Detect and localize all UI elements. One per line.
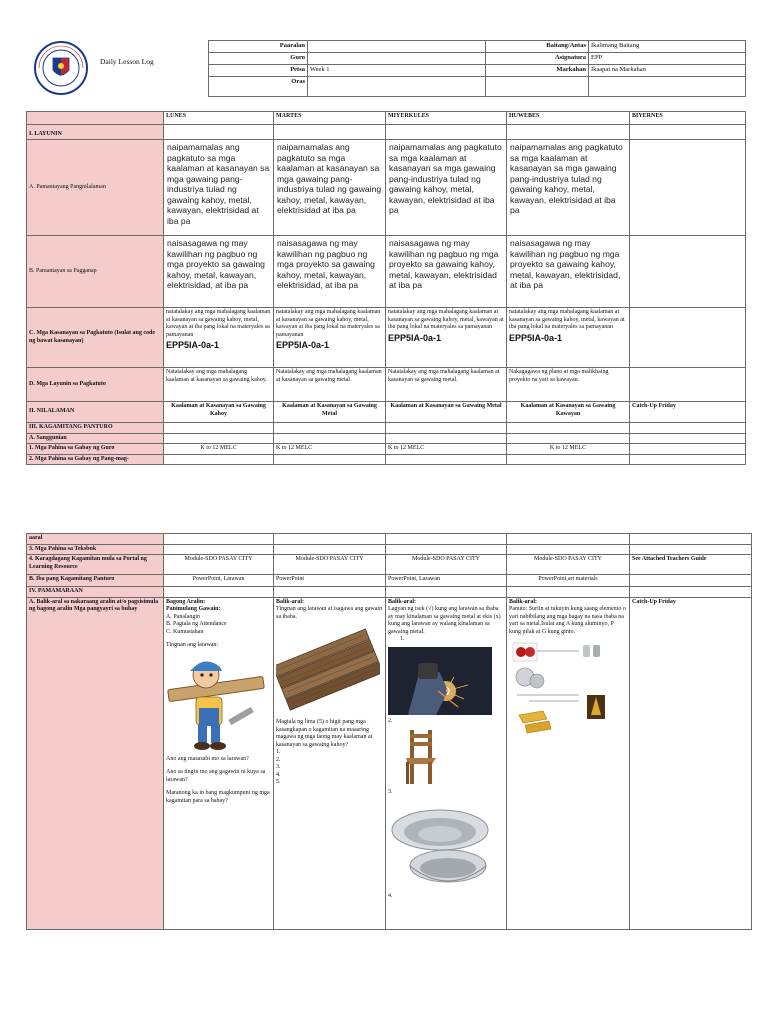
balik-martes-cell [274,597,386,929]
row-b-martes: naisasagawa ng may kawilihan ng pagbuo ng mga proyekto sa gawaing kahoy, metal, kawayan, elektrisidad, at iba pa [274,236,386,308]
wood-planks-image [276,624,380,716]
balik-biyernes-cell: Catch-Up Friday [630,597,752,929]
row-balik-label: A. Balik-aral sa nakaraang aralin at/o pagsisimula ng bagong aralin Mga pangyayri sa buhay [27,597,164,929]
row-karagdagang-label: 4. Karagdagang Kagamitan mula sa Portal ng Learning Resource [27,555,164,575]
martes-num-1: 1. [276,749,281,755]
wooden-chair-image [402,728,442,786]
row-ii-martes: Kaalaman at Kasanayan sa Gawaing Metal [274,402,386,423]
row-ibapa-lunes: PowerPoint, Larawan [164,575,274,587]
row-c-huwebes: natatalakay ang mga mahalagang kaalaman at kasanayan sa gawaing kahoy, metal, kawayan at iba pang lokal na materyales sa pamayanan [509,309,625,330]
row-guro-huwebes: K to 12 MELC [507,444,630,455]
guro-label: Guro [209,53,308,65]
row-ibapa-miyerkules: PowerPoint, Larawan [386,575,507,587]
row-c-label: C. Mga Kasanayan sa Pagkatuto (Isulat ang code ng bawat kasanayan) [27,308,164,368]
row-b-miyerkules: naisasagawa ng may kawilihan ng pagbuo ng mga proyekto sa gawaing kahoy, metal, kawayan, elektrisidad at iba pa [386,236,507,308]
row-d-label: D. Mga Layunin sa Pagkatuto [27,368,164,402]
martes-intro: Tingnan ang larawan at isagawa ang gawain sa ibaba. [276,606,383,620]
bagong-aralin-title: Bagong Aralin: [166,598,206,605]
daily-lesson-log-title: Daily Lesson Log [100,57,154,66]
row-a-huwebes: naipamamalas ang pagkatuto sa mga kaalaman at kasanayan sa mga gawaing pang-industriya tulad ng gawaing kahoy, metal, kawayan, elektrisidad at iba pa [507,140,630,236]
question-2: Ano sa tingin mo ang gagawin ni kuya sa larawan? [166,769,266,783]
asignatura-label: Asignatura [486,53,589,65]
row-sanggunian-label: A. Sanggunian [27,433,164,444]
attendance-item: B. Pagtala ng Attendance [166,621,227,627]
martes-num-3: 3. [276,764,281,770]
row-ii-miyerkules: Kaalaman at Kasanayan sa Gawaing Metal [386,402,507,423]
petsa-field[interactable]: Week 1 [308,65,486,77]
row-pangmag-label-p2: aaral [27,534,164,545]
martes-num-4: 4. [276,771,281,778]
day-miyerkules: MIYERKULES [386,112,507,125]
row-ibapa-martes: PowerPoint [274,575,386,587]
row-c-lunes: natatalakay ang mga mahalagang kaalaman at kasanayan sa gawaing kahoy, metal, kawayan at iba pang lokal na materyales sa pamayanan [166,309,271,338]
panimulang-gawain-title: Panimulang Gawain: [166,606,221,612]
miyerkules-num-4: 4. [388,892,393,899]
row-iv-label: IV. PAMAMARAAN [27,587,164,598]
baitang-label: Baitang/Antas [486,41,589,53]
day-martes: MARTES [274,112,386,125]
markahan-field[interactable]: Ikaapat na Markahan [589,65,746,77]
code-miyerkules: EPP5IA-0a-1 [388,332,442,343]
row-d-lunes: Natatalakay ang mga mahalagang kaalaman at kasanayan sa gawaing kahoy. [164,368,274,402]
row-a-miyerkules: naipamamalas ang pagkatuto sa mga kaalaman at kasanayan sa mga gawaing pang-industriya tulad ng gawaing kahoy, metal, kawayan, elektrisidad at iba pa [386,140,507,236]
tingnan-larawan-text: Tingnan ang larawan: [166,642,219,648]
lesson-table-page1 [26,111,746,465]
row-ibapa-label: B. Iba pang Kagamitang Panturo [27,575,164,587]
row-c-martes: natatalakay ang mga mahalagang kaalaman at kasanayan sa gawaing kahoy, metal, kawayan at iba pang lokal na materyales sa pamayanan [276,309,381,338]
row-iii-label: III. KAGAMITANG PANTURO [27,423,164,434]
question-3: Maranong ka in bang magkumpuni ng mga kagamitan para sa bahay? [166,790,270,804]
code-huwebes: EPP5IA-0a-1 [509,332,563,343]
welder-image [388,647,492,715]
question-1: Ano ang masasabi mo sa larawan? [166,755,249,762]
header-table [208,40,746,97]
row-guro-miyerkules: K to 12 MELC [386,444,507,455]
row-d-martes: Natatalakay ang mga mahalagang kaalaman at kasanayan sa gawaing metal. [274,368,386,402]
miyerkules-balik-title: Balik-aral: [388,598,416,605]
paaralan-field[interactable] [308,41,486,53]
miyerkules-intro: Lagyan ng tsek (√) kung ang larawan sa ibaba ay may kinalaman sa gawaing metal at ekis (x) kung ang larawan ay walang kinalaman sa gawaing metal. [388,606,501,635]
row-karagdagang-huwebes: Module-SDO PASAY CITY [507,555,630,575]
row-teksbuk-label: 3. Mga Pahina sa Teksbuk [27,544,164,555]
row-karagdagang-biyernes: See Attached Teachers Guide [630,555,752,575]
martes-balik-title: Balik-aral: [276,598,304,605]
oras-field[interactable] [308,77,486,97]
petsa-label: Petsa [209,65,308,77]
day-biyernes: BIYERNES [630,112,746,125]
row-guro-lunes: K to 12 MELC [164,444,274,455]
row-ii-huwebes: Kaalaman at Kasanayan sa Gawaing Kawayan [507,402,630,423]
metal-items-image [509,639,613,735]
row-b-label: B. Pamantayan sa Pagganap [27,236,164,308]
metal-basins-image [388,800,492,890]
paaralan-label: Paaralan [209,41,308,53]
balik-huwebes-cell [507,597,630,929]
row-c-miyerkules: natatalakay ang mga mahalagang kaalaman at kasanayan sa gawaing kahoy, metal, kawayan at iba pang lokal na materyales sa pamayanan [388,309,504,330]
asignatura-field[interactable]: EPP [589,53,746,65]
day-lunes: LUNES [164,112,274,125]
row-b-lunes: naisasagawa ng may kawilihan ng pagbuo ng mga proyekto sa gawaing kahoy, metal, kawayan, elektrisidad, at iba pa [164,236,274,308]
row-b-huwebes: naisasagawa ng may kawilihan ng pagbuo ng mga proyekto sa gawaing kahoy, metal, kawayan, elektrisidad, at iba pa [507,236,630,308]
miyerkules-num-3: 3. [388,789,393,795]
row-d-miyerkules: Natatalakay ang mga mahalagang kaalaman at kasanayan sa gawaing metal. [386,368,507,402]
martes-num-2: 2. [276,756,281,763]
balik-lunes-cell [164,597,274,929]
balik-miyerkules-cell [386,597,507,929]
miyerkules-num-1: 1. [400,636,405,642]
row-a-label: A. Pamantayang Pangnilalaman [27,140,164,236]
row-guro-label: 1. Mga Pahina sa Gabay ng Guro [27,444,164,455]
huwebes-intro: Panuto: Suriin at tukuyin kung saang elemento o yari nabibilang ang mga bagay na nasa ibaba na yari sa metal.Isulat ang A kung aluminyo, P kung pilak at G kung ginto. [509,606,626,635]
panalangin-item: A. Panalangin [166,613,200,620]
miyerkules-num-2: 2. [388,717,393,724]
row-a-martes: naipamamalas ang pagkatuto sa mga kaalaman at kasanayan sa mga gawaing pang-industriya tulad ng gawaing kahoy, metal, kawayan, elektrisidad at iba pa [274,140,386,236]
row-karagdagang-miyerkules: Module-SDO PASAY CITY [386,555,507,575]
carpenter-boy-image [166,653,266,753]
row-ii-lunes: Kaalaman at Kasanayan sa Gawaing Kahoy [164,402,274,423]
code-lunes: EPP5IA-0a-1 [166,340,220,350]
kumustahan-item: C. Kumustahan [166,628,204,635]
baitang-field[interactable]: Ikalimang Baitang [589,41,746,53]
deped-logo [30,40,92,96]
martes-num-5: 5. [276,779,281,785]
code-martes: EPP5IA-0a-1 [276,340,330,350]
row-pangmag-label-p1: 2. Mga Pahina sa Gabay ng Pang-mag- [27,454,164,465]
markahan-label: Markahan [486,65,589,77]
day-huwebes: HUWEBES [507,112,630,125]
section-layunin: I. LAYUNIN [27,125,164,140]
row-d-huwebes: Nakagagawa ng plano at mga malikhaing proyekto na yari sa kawayan. [507,368,630,402]
guro-field[interactable] [308,53,486,65]
row-ibapa-huwebes: PowerPoint,art materials [507,575,630,587]
lesson-table-page2 [26,533,752,930]
row-ii-label: II. NILALAMAN [27,402,164,423]
row-a-lunes: naipamamalas ang pagkatuto sa mga kaalaman at kasanayan sa mga gawaing pang-industriya tulad ng gawaing kahoy, metal, kawayan, elektrisidad at iba pa [164,140,274,236]
row-guro-martes: K to 12 MELC [274,444,386,455]
oras-label: Oras [209,77,308,97]
row-karagdagang-martes: Module-SDO PASAY CITY [274,555,386,575]
huwebes-balik-title: Balik-aral: [509,598,537,605]
row-karagdagang-lunes: Module-SDO PASAY CITY [164,555,274,575]
martes-task: Magtala ng lima (5) o higit pang mga kasangkapan o kagamitan na maaaring magawa ng mga taong may kaalaman at kasanayan sa gawaing kahoy? [276,719,373,748]
row-ii-biyernes: Catch-Up Friday [630,402,746,423]
